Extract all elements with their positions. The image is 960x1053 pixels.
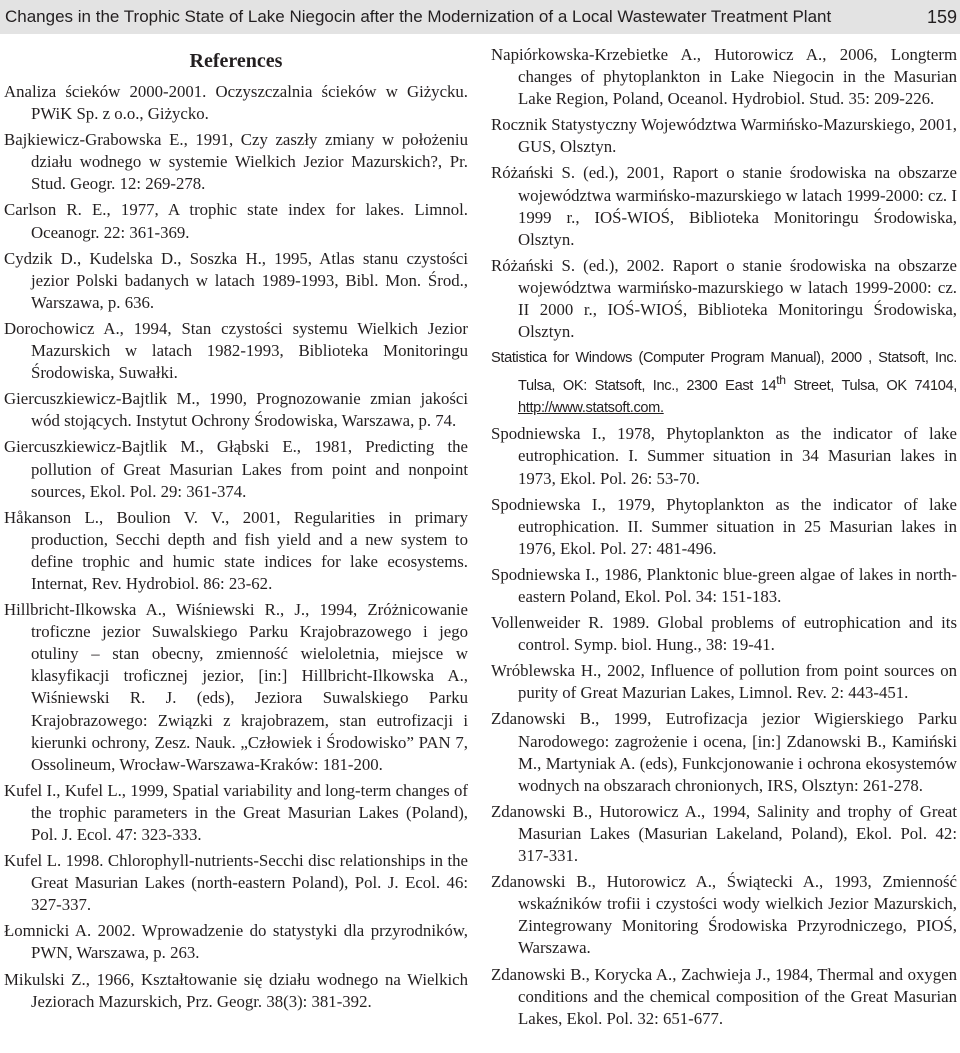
running-header [0,0,960,34]
statistica-superscript: th [776,373,786,388]
right-reference-list-a [491,44,957,343]
left-reference-list [4,81,468,1013]
section-title: References [189,50,283,72]
reference-entry: Kufel L. 1998. Chlorophyll-nutrients-Secchi disc relationships in the Great Masurian Lakes (north-eastern Poland), Pol. J. Ecol. 46: 327-337. [4,851,468,915]
reference-entry: Zdanowski B., Hutorowicz A., 1994, Salinity and trophy of Great Masurian Lakes (Masurian Lakeland, Poland), Ekol. Pol. 42: 317-331. [491,801,957,866]
reference-entry: Napiórkowska-Krzebietke A., Hutorowicz A., 2006, Longterm changes of phytoplankton in Lake Niegocin in the Masurian Lake Region, Poland, Oceanol. Hydrobiol. Stud. 35: 209-226. [491,45,957,109]
statistica-text-after: Street, Tulsa, OK 74104, [785,378,957,395]
statsoft-link[interactable]: http://www.statsoft.com. [518,400,664,417]
reference-entry: Hillbricht-Ilkowska A., Wiśniewski R., J., 1994, Zróżnicowanie troficzne jezior Suwalskiego Parku Krajobrazowego i jego otuliny – stan obecny, zmienność wieloletnia, miejsce w klasyfikacji troficznej jezior, [in:] Hillbricht-Ilkowska A., Wiśniewski R. J. (eds), Jeziora Suwalskiego Parku Krajobrazowego: Związki z krajobrazem, stan eutrofizacji i kierunki ochrony, Zesz. Nauk. „Człowiek i Środowisko” PAN 7, Ossolineum, Wrocław-Warszawa-Kraków: 181-200. [4,600,468,774]
reference-entry: Wróblewska H., 2002, Influence of pollution from point sources on purity of Great Mazurian Lakes, Limnol. Rev. 2: 443-451. [491,661,957,703]
statistica-text-before: Statistica for Windows (Computer Program Manual), 2000 , Statsoft, Inc. Tulsa, OK: Statsoft, Inc., 2300 East 14 [491,350,957,395]
reference-entry: Håkanson L., Boulion V. V., 2001, Regularities in primary production, Secchi depth and fish yield and a new system to define trophic and humic state indices for lake ecosystems. Internat, Rev. Hydrobiol. 86: 23-62. [4,507,468,593]
reference-entry: Spodniewska I., 1978, Phytoplankton as the indicator of lake eutrophication. I. Summer situation in 34 Masurian lakes in 1973, Ekol. Pol. 26: 53-70. [491,424,957,488]
reference-entry: Spodniewska I., 1979, Phytoplankton as the indicator of lake eutrophication. II. Summer situation in 25 Masurian lakes in 1976, Ekol. Pol. 27: 481-496. [491,494,957,558]
reference-entry: Dorochowicz A., 1994, Stan czystości systemu Wielkich Jezior Mazurskich w latach 1982-1993, Biblioteka Monitoringu Środowiska, Suwałki. [4,318,468,383]
right-reference-list-b [491,423,957,1029]
left-column [4,44,468,1017]
reference-entry-statistica [491,347,957,419]
reference-entry: Carlson R. E., 1977, A trophic state index for lakes. Limnol. Oceanogr. 22: 361-369. [4,200,468,242]
reference-entry: Analiza ścieków 2000-2001. Oczyszczalnia ścieków w Giżycku. PWiK Sp. z o.o., Giżycko. [4,82,468,124]
reference-entry: Giercuszkiewicz-Bajtlik M., 1990, Prognozowanie zmian jakości wód stojących. Instytut Ochrony Środowiska, Warszawa, p. 74. [4,389,468,431]
reference-entry: Vollenweider R. 1989. Global problems of eutrophication and its control. Symp. biol. Hung., 38: 19-41. [491,613,957,655]
right-column [491,44,957,1034]
reference-entry: Łomnicki A. 2002. Wprowadzenie do statystyki dla przyrodników, PWN, Warszawa, p. 263. [4,921,468,963]
reference-entry: Cydzik D., Kudelska D., Soszka H., 1995, Atlas stanu czystości jezior Polski badanych w latach 1989-1993, Bibl. Mon. Środ., Warszawa, p. 636. [4,248,468,312]
reference-entry: Zdanowski B., Hutorowicz A., Świątecki A., 1993, Zmienność wskaźników trofii i czystości wody wielkich Jezior Mazurskich, Zintegrowany Monitoring Środowiska Przyrodniczego, PIOŚ, Warszawa. [491,872,957,958]
reference-entry: Zdanowski B., Korycka A., Zachwieja J., 1984, Thermal and oxygen conditions and the chemical composition of the Great Masurian Lakes, Ekol. Pol. 32: 651-677. [491,964,957,1028]
reference-entry: Różański S. (ed.), 2002. Raport o stanie środowiska na obszarze województwa warmińsko-mazurskiego w latach 1999-2000: cz. II 2000 r., IOŚ-WIOŚ, Biblioteka Monitoringu Środowiska, Olsztyn. [491,255,957,342]
reference-entry: Mikulski Z., 1966, Kształtowanie się działu wodnego na Wielkich Jeziorach Mazurskich, Prz. Geogr. 38(3): 381-392. [4,969,468,1011]
running-title: Changes in the Trophic State of Lake Niegocin after the Modernization of a Local Wastewater Treatment Plant [5,7,832,26]
reference-entry: Bajkiewicz-Grabowska E., 1991, Czy zaszły zmiany w położeniu działu wodnego w systemie Wielkich Jezior Mazurskich?, Pr. Stud. Geogr. 12: 269-278. [4,130,468,194]
references-body [0,44,960,1053]
reference-entry: Zdanowski B., 1999, Eutrofizacja jezior Wigierskiego Parku Narodowego: zagrożenie i ocena, [in:] Zdanowski B., Kamiński M., Martyniak A. (eds), Funkcjonowanie i ochrona ekosystemów wodnych na obszarach chronionych, IRS, Olsztyn: 261-278. [491,709,957,795]
reference-entry: Giercuszkiewicz-Bajtlik M., Głąbski E., 1981, Predicting the pollution of Great Masurian Lakes from point and nonpoint sources, Ekol. Pol. 29: 361-374. [4,437,468,501]
reference-entry: Rocznik Statystyczny Województwa Warmińsko-Mazurskiego, 2001, GUS, Olsztyn. [491,115,957,157]
reference-entry: Spodniewska I., 1986, Planktonic blue-green algae of lakes in north-eastern Poland, Ekol. Pol. 34: 151-183. [491,564,957,607]
reference-entry: Kufel I., Kufel L., 1999, Spatial variability and long-term changes of the trophic parameters in the Great Masurian Lakes (Poland), Pol. J. Ecol. 47: 323-333. [4,780,468,844]
page-number: 159 [926,6,957,27]
reference-entry: Różański S. (ed.), 2001, Raport o stanie środowiska na obszarze województwa warmińsko-mazurskiego w latach 1999-2000: cz. I 1999 r., IOŚ-WIOŚ, Biblioteka Monitoringu Środowiska, Olsztyn. [491,163,957,249]
